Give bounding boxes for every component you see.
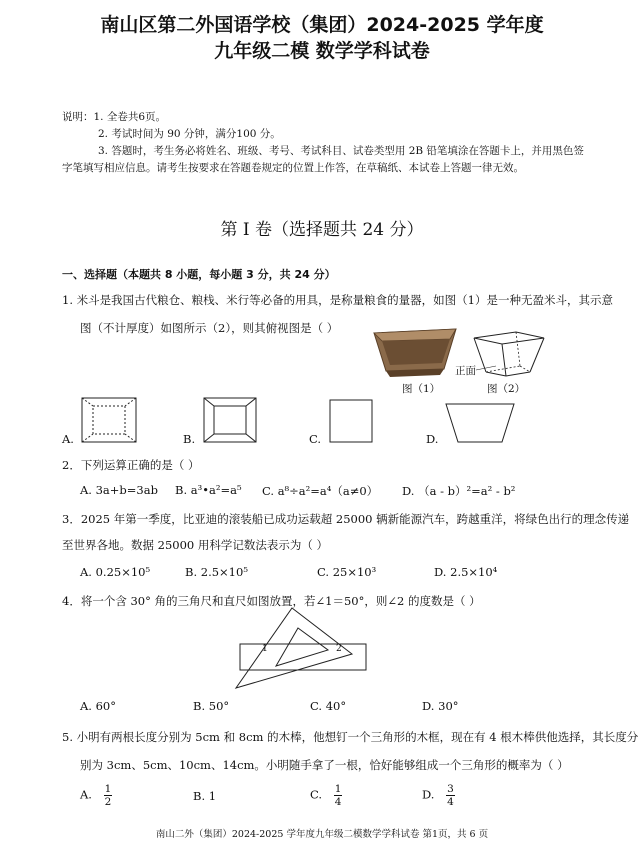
q1-option-d-label[interactable]: D. xyxy=(426,432,439,446)
q5-option-d[interactable] xyxy=(422,783,455,808)
q5-option-c-fraction xyxy=(334,783,343,808)
q4-option-b[interactable]: B. 50° xyxy=(193,699,230,713)
fig1-label: 图（1） xyxy=(402,383,441,395)
q3-line-2: 至世界各地。数据 25000 用科学记数法表示为（ ） xyxy=(62,538,329,552)
exam-title-line2: 九年级二模 数学学科试卷 xyxy=(214,40,430,62)
q5-option-a-label: A. xyxy=(80,787,92,802)
q4-option-d[interactable]: D. 30° xyxy=(422,699,459,713)
ruler-triangle-diagram xyxy=(232,604,372,692)
exam-title-line1: 南山区第二外国语学校（集团）2024-2025 学年度 xyxy=(100,14,544,36)
q5-line-1: 5. 小明有两根长度分别为 5cm 和 8cm 的木棒，他想钉一个三角形的木框，现在有 4 根木棒供他选择，其长度分 xyxy=(62,730,639,744)
q3-option-d[interactable]: D. 2.5×10⁴ xyxy=(434,565,498,579)
grain-measure-photo xyxy=(370,325,460,380)
q1-option-a-label[interactable]: A. xyxy=(62,432,74,446)
q5-option-a[interactable] xyxy=(80,783,112,808)
q4-stem: 4．将一个含 30° 角的三角尺和直尺如图放置，若∠1＝50°，则∠2 的度数是（ ） xyxy=(62,594,481,608)
q5-line-2: 别为 3cm、5cm、10cm、14cm。小明随手拿了一根，恰好能够组成一个三角形的概率为（ ） xyxy=(80,758,569,772)
q2-option-c[interactable]: C. a⁸÷a²=a⁴（a≠0） xyxy=(262,484,379,498)
fig2-label: 图（2） xyxy=(487,383,526,395)
q5-option-c-label: C. xyxy=(310,787,323,802)
q5-option-a-numerator: 1 xyxy=(104,783,112,795)
instruction-line-3a: 3. 答题时，考生务必将姓名、班级、考号、考试科目、试卷类型用 2B 铅笔填涂在答题卡上，并用黑色签 xyxy=(98,145,584,157)
q1-option-c-figure xyxy=(328,398,374,444)
part-heading: 一、选择题（本题共 8 小题，每小题 3 分，共 24 分） xyxy=(62,268,336,281)
q5-option-c-denominator: 4 xyxy=(334,796,342,808)
q5-option-c-numerator: 1 xyxy=(334,783,342,795)
q5-option-a-fraction xyxy=(104,783,113,808)
instruction-line-3b: 字笔填写相应信息。请考生按要求在答题卷规定的位置上作答，在草稿纸、本试卷上答题一律无效。 xyxy=(62,162,524,174)
q5-option-b[interactable]: B. 1 xyxy=(193,789,217,803)
q1-option-b-figure xyxy=(202,396,258,444)
section-title: 第 I 卷（选择题共 24 分） xyxy=(220,220,424,240)
q5-option-a-denominator: 2 xyxy=(104,796,112,808)
q2-option-b[interactable]: B. a³•a²=a⁵ xyxy=(175,483,242,497)
q5-option-d-numerator: 3 xyxy=(447,783,454,795)
q1-option-d-figure xyxy=(444,402,516,444)
q3-option-b[interactable]: B. 2.5×10⁵ xyxy=(185,565,248,579)
angle-1-label: 1 xyxy=(262,644,268,654)
q1-line-1: 1. 米斗是我国古代粮仓、粮栈、米行等必备的用具，是称量粮食的量器，如图（1）是一种无盈米斗，其示意 xyxy=(62,293,613,307)
instruction-line-2: 2. 考试时间为 90 分钟，满分100 分。 xyxy=(98,128,281,140)
angle-2-label: 2 xyxy=(336,644,342,654)
q5-option-d-fraction xyxy=(446,783,455,808)
q4-option-a[interactable]: A. 60° xyxy=(80,699,116,713)
q2-stem: 2．下列运算正确的是（ ） xyxy=(62,458,200,472)
frustum-diagram xyxy=(468,326,548,382)
q1-option-c-label[interactable]: C. xyxy=(309,432,322,446)
q5-option-d-label: D. xyxy=(422,787,435,802)
page-footer: 南山二外（集团）2024-2025 学年度九年级二模数学学科试卷 第1页，共 6 页 xyxy=(155,829,489,840)
q1-option-b-label[interactable]: B. xyxy=(183,432,196,446)
q3-option-c[interactable]: C. 25×10³ xyxy=(317,565,377,579)
q2-option-d[interactable]: D. （a - b）²=a² - b² xyxy=(402,484,516,498)
instruction-line-1: 说明：1. 全卷共6页。 xyxy=(62,111,167,123)
q2-option-a[interactable]: A. 3a+b=3ab xyxy=(80,483,158,497)
q3-option-a[interactable]: A. 0.25×10⁵ xyxy=(80,565,151,579)
q1-line-2: 图（不计厚度）如图所示（2），则其俯视图是（ ） xyxy=(80,321,339,335)
front-label: 正面 xyxy=(455,365,476,377)
q5-option-c[interactable] xyxy=(310,783,342,808)
q4-option-c[interactable]: C. 40° xyxy=(310,699,347,713)
q3-line-1: 3．2025 年第一季度，比亚迪的滚装船已成功运载超 25000 辆新能源汽车，跨越重洋，将绿色出行的理念传递 xyxy=(62,512,630,526)
q1-option-a-figure xyxy=(80,396,138,444)
q5-option-d-denominator: 4 xyxy=(447,796,454,808)
